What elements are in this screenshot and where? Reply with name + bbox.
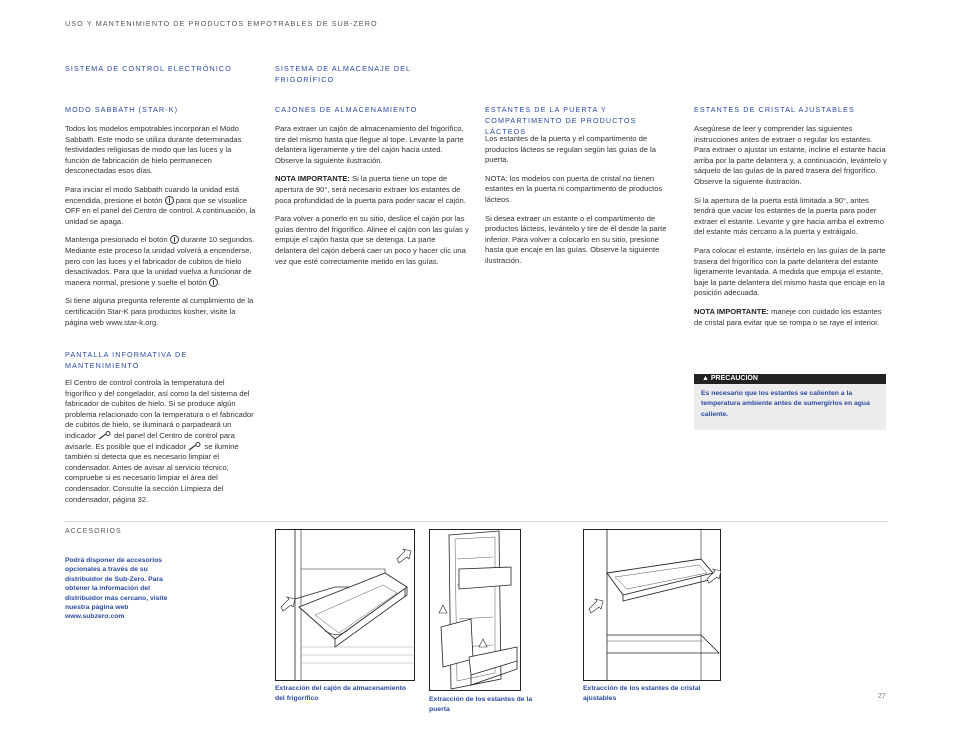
caution-header: ▲ PRECAUCIÓN — [694, 374, 886, 384]
drawer-removal-illustration — [275, 529, 415, 681]
sabbath-p2a: Para iniciar el modo Sabbath cuando la unidad está encendida, presione el botón — [65, 184, 239, 205]
glass-shelf-removal-illustration — [583, 529, 721, 681]
section-title-storage: SISTEMA DE ALMACENAJE DEL FRIGORÍFICO — [275, 64, 411, 84]
accessories-note: Podrá disponer de accesorios opcionales a través de su distribuidor de Sub-Zero. Para obtener la información del distribuidor más cercano, visite nuestra página web www.subzero.com — [65, 557, 168, 621]
maintenance-p1c: se ilumine también si detecta que es necesario limpiar el condensador. Antes de avisar al servicio técnico, compruebe si es necesario limpiar el área del condensador. Consulte la sección Limpieza del condensador, página 32. — [65, 441, 239, 504]
maintenance-p1b: del panel del Centro de control para avisarle. Es posible que el indicador — [65, 430, 235, 451]
glass-shelves-text — [694, 124, 888, 336]
caution-text: Es necesario que los estantes se calienten a la temperatura ambiente antes de sumergirlos en agua caliente. — [701, 390, 870, 418]
power-button-icon — [209, 277, 221, 287]
wrench-icon — [188, 442, 202, 451]
glass-note-text: maneje con cuidado los estantes de cristal para evitar que se rompa o se raye el interior. — [694, 306, 882, 327]
glass-shelves-p3: Para colocar el estante, insértelo en las guías de la parte trasera del frigorífico con la parte delantera del estante ligeramente levantada. A medida que empuja el estante, baje la parte delantera del mismo hasta que encaje en la posición adecuada. — [694, 245, 886, 298]
maintenance-p1 — [65, 378, 257, 505]
page-number: 27 — [878, 693, 886, 700]
maintenance-title: PANTALLA INFORMATIVA DE MANTENIMIENTO — [65, 350, 188, 370]
maintenance-p1a: El Centro de control controla la temperatura del frigorífico y del congelador, así como la del sistema del fabricador de cubitos de hielo. Si se produce algún problema relacionado con la temperatura o el fabricador de cubitos de hielo, se iluminará o parpadeará un indicador — [65, 378, 254, 440]
glass-note-label: NOTA IMPORTANTE: — [694, 306, 769, 316]
drawers-note-label: NOTA IMPORTANTE: — [275, 174, 350, 184]
door-shelves-p2: NOTA: los modelos con puerta de cristal no tienen estantes en la puerta ni compartimento de productos lácteos. — [485, 173, 663, 204]
sabbath-title: MODO SABBATH (STAR-K) — [65, 105, 179, 114]
sabbath-p3b: durante 10 segundos. Mediante este proceso la unidad volverá a encenderse, pero con las luces y el fabricador de cubitos de hielo desactivados. Para que la unidad vuelva a funcionar de manera normal, presione y suelte el botón — [65, 235, 255, 287]
sabbath-p3c: . — [217, 277, 221, 287]
sabbath-text — [65, 124, 257, 336]
drawers-p2 — [275, 174, 469, 206]
page-header: USO Y MANTENIMIENTO DE PRODUCTOS EMPOTRABLES DE SUB-ZERO — [65, 19, 378, 28]
caption-door: Extracción de los estantes de la puerta — [429, 696, 533, 713]
door-shelves-text — [485, 134, 679, 275]
power-button-icon — [170, 235, 179, 244]
drawers-title: CAJONES DE ALMACENAMIENTO — [275, 105, 418, 114]
sabbath-p3a: Mantenga presionado el botón — [65, 235, 168, 245]
drawers-p1: Para extraer un cajón de almacenamiento del frigorífico, tire del mismo hasta que llegue al tope. Levante la parte delantera ligeramente y tire del cajón hacia usted. Observe la siguiente ilustración. — [275, 124, 464, 165]
power-button-icon — [165, 196, 174, 205]
wrench-icon — [98, 431, 112, 440]
drawers-p3: Para volver a ponerlo en su sitio, deslice el cajón por las guías dentro del frigorífico. Alinee el cajón con las guías y empuje el cajón hasta que se detenga. La parte delantera del cajón deberá caer un poco y hacer clic una vez que esté correctamente metido en las guías. — [275, 214, 469, 266]
accessories-title: ACCESORIOS — [65, 528, 122, 535]
glass-shelves-p2: Si la apertura de la puerta está limitada a 90°, antes tendrá que vaciar los estantes de la puerta para poder extraer el estante. Levante y gire hacia arriba el extremo del estante más cercano a la puerta y extráigalo. — [694, 195, 884, 237]
caption-glass: Extracción de los estantes de cristal ajustables — [583, 685, 701, 702]
caption-drawer: Extracción del cajón de almacenamiento del frigorífico — [275, 685, 407, 702]
section-title-control: SISTEMA DE CONTROL ELECTRÓNICO — [65, 64, 232, 73]
sabbath-p4: Si tiene alguna pregunta referente al cumplimiento de la certificación Star-K para productos kosher, visite la página web www.star-k.org. — [65, 296, 254, 327]
maintenance-text — [65, 378, 257, 513]
door-shelves-p3: Si desea extraer un estante o el compartimento de productos lácteos, levántelo y tire de él desde la parte inferior. Para volver a colocarlo en su sitio, presione hasta que encaje en las guías. Observe la siguiente ilustración. — [485, 213, 667, 265]
drawers-note-text: Si la puerta tiene un tope de apertura de 90°, será necesario extraer los estantes de poca profundidad de la puerta para poder sacar el cajón. — [275, 174, 466, 205]
sabbath-p3 — [65, 235, 257, 288]
glass-shelves-p1: Asegúrese de leer y comprender las siguientes instrucciones antes de extraer o regular los estantes. Para extraer o ajustar un estante, incline el estante hacia arriba por la parte delantera y, a continuación, levántelo y sáquelo de las guías de la pared trasera del frigorífico. Observe la siguiente ilustración. — [694, 124, 887, 186]
sabbath-p2b: para que se visualice OFF en el panel del Centro de control. A continuación, la unidad se apaga. — [65, 195, 256, 226]
sabbath-p1: Todos los modelos empotrables incorporan el Modo Sabbath. Este modo se utiliza durante determinadas festividades religiosas de modo que las luces y la función de fabricación de hielo permanecen desconectadas esos días. — [65, 124, 242, 176]
door-shelves-title: ESTANTES DE LA PUERTA Y COMPARTIMENTO DE PRODUCTOS LÁCTEOS — [485, 105, 637, 136]
door-shelves-p1: Los estantes de la puerta y el compartimento de productos lácteos se regulan según las guías de la puerta. — [485, 134, 656, 165]
sabbath-p2 — [65, 185, 257, 227]
door-shelf-removal-illustration — [429, 529, 521, 691]
divider — [65, 521, 888, 522]
glass-shelves-p4 — [694, 307, 888, 328]
glass-shelves-title: ESTANTES DE CRISTAL AJUSTABLES — [694, 105, 855, 114]
drawers-text — [275, 124, 469, 275]
